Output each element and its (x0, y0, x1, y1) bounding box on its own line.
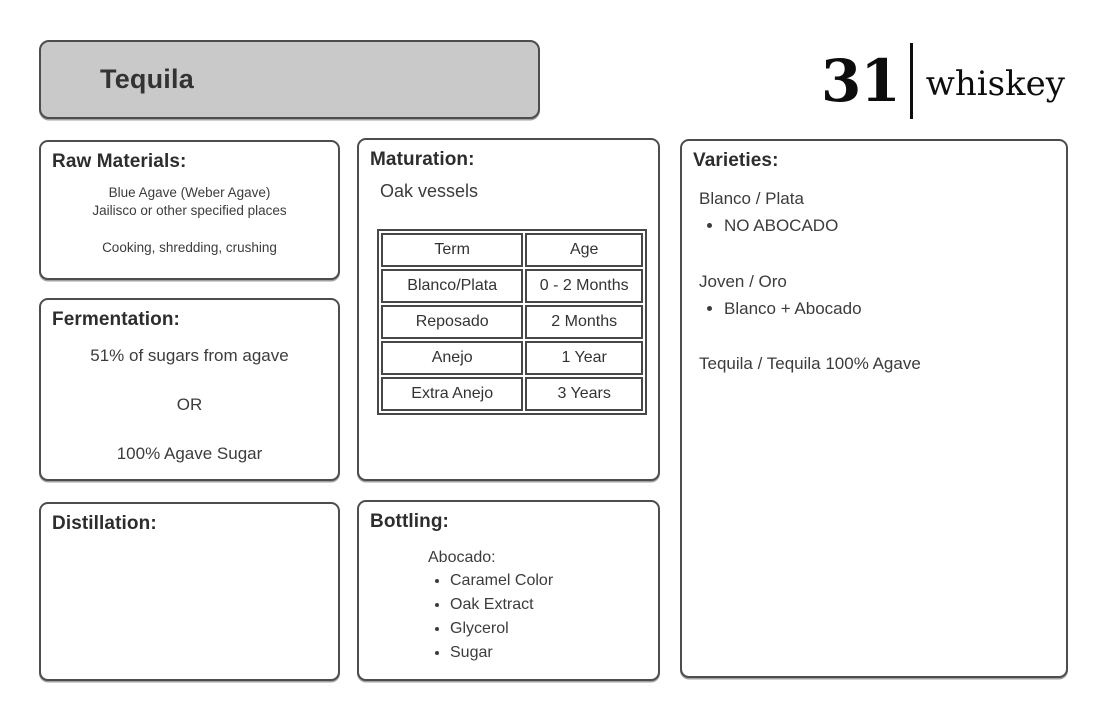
bottling-item: • Sugar (450, 641, 647, 665)
brand-name: whiskey (925, 64, 1065, 104)
maturation-heading: Maturation: (370, 149, 475, 170)
raw-materials-box (39, 140, 340, 280)
term-cell: Anejo (381, 341, 523, 375)
variety-list (699, 213, 1055, 239)
term-cell: Extra Anejo (381, 377, 523, 411)
maturation-box (357, 138, 660, 481)
fermentation-heading: Fermentation: (52, 309, 180, 330)
fermentation-body (52, 346, 327, 464)
table-row (381, 341, 643, 375)
raw-materials-line: Blue Agave (Weber Agave) (108, 185, 271, 200)
bottling-box (357, 500, 660, 681)
age-cell: 1 Year (525, 341, 643, 375)
variety-list (699, 296, 1055, 322)
age-cell: 3 Years (525, 377, 643, 411)
raw-materials-body (52, 184, 327, 258)
age-cell: 0 - 2 Months (525, 269, 643, 303)
raw-materials-line: Jailisco or other specified places (92, 203, 287, 219)
variety-group (699, 269, 1055, 323)
raw-materials-line: Cooking, shredding, crushing (102, 240, 277, 256)
bottling-item: • Glycerol (450, 617, 647, 641)
variety-title: Joven / Oro (699, 271, 787, 291)
term-cell: Reposado (381, 305, 523, 339)
table-row (381, 305, 643, 339)
brand-mark (821, 40, 1065, 122)
bottling-heading: Bottling: (370, 511, 449, 532)
maturation-table (377, 229, 647, 415)
varieties-heading: Varieties: (693, 150, 779, 171)
bottling-item: • Caramel Color (450, 569, 647, 593)
variety-title: Blanco / Plata (699, 189, 804, 208)
distillation-heading: Distillation: (52, 513, 157, 534)
fermentation-line: OR (176, 395, 203, 414)
spacer (52, 220, 327, 239)
term-cell: Blanco/Plata (381, 269, 523, 303)
variety-group (699, 186, 1055, 240)
bottling-list (428, 569, 647, 665)
fermentation-box (39, 298, 340, 481)
table-row (381, 377, 643, 411)
distillation-box (39, 502, 340, 681)
card-number: 31 (821, 47, 900, 115)
table-header-age: Age (525, 233, 643, 267)
variety-group (699, 351, 1055, 377)
bottling-item: • Oak Extract (450, 593, 647, 617)
variety-item: • NO ABOCADO (724, 213, 1055, 239)
bottling-subtitle: Abocado: (428, 549, 496, 566)
maturation-subtitle: Oak vessels (380, 181, 479, 201)
variety-item: • Blanco + Abocado (724, 296, 1055, 322)
vertical-divider (910, 43, 913, 119)
raw-materials-heading: Raw Materials: (52, 151, 187, 172)
age-cell: 2 Months (525, 305, 643, 339)
table-row (381, 269, 643, 303)
fermentation-line: 100% Agave Sugar (116, 444, 263, 463)
page-title: Tequila (100, 64, 194, 94)
varieties-box (680, 139, 1068, 678)
title-card (39, 40, 540, 119)
variety-title: Tequila / Tequila 100% Agave (699, 354, 921, 374)
fermentation-line: 51% of sugars from agave (90, 346, 289, 365)
table-header-row (381, 233, 643, 267)
table-header-term: Term (381, 233, 523, 267)
